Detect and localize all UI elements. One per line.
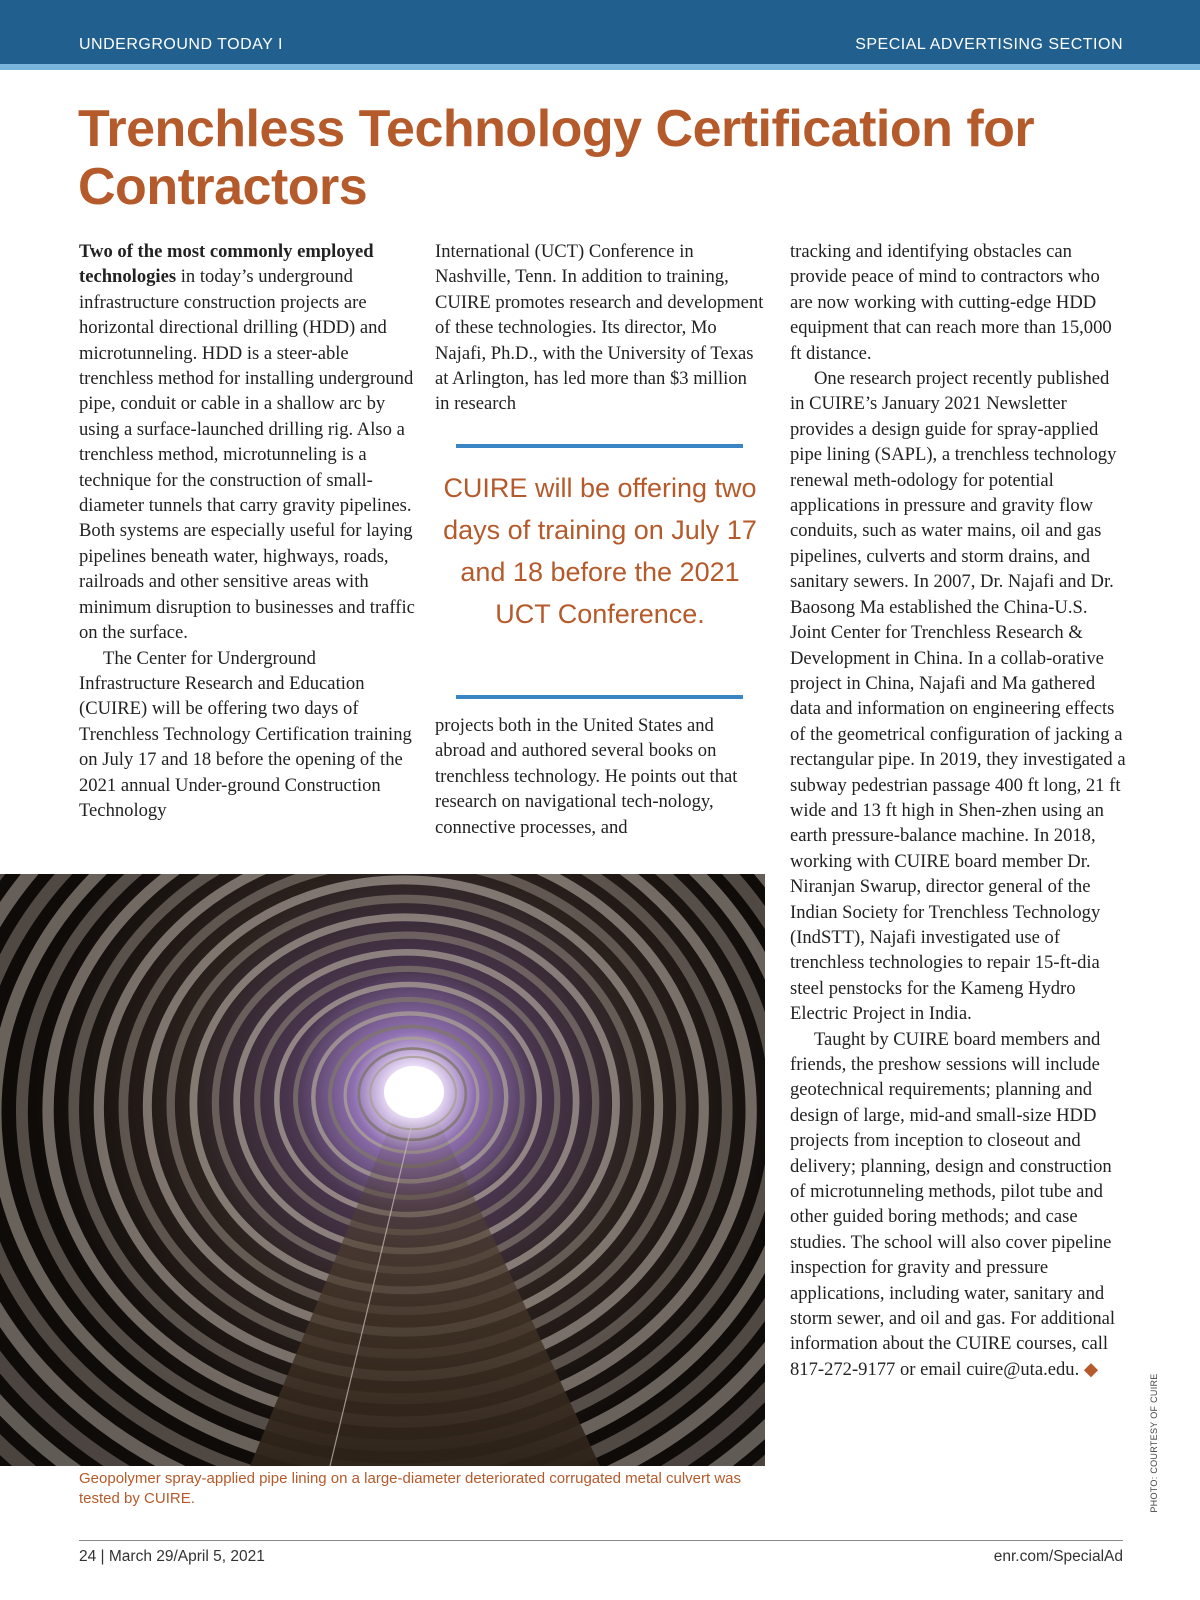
body-column-2-top xyxy=(435,239,765,417)
pull-quote: CUIRE will be offering two days of training on July 17 and 18 before the 2021 UCT Conference. xyxy=(443,473,757,629)
culvert-photo xyxy=(0,874,765,1466)
paragraph-text: in today’s underground infrastructure construction projects are horizontal directional drilling (HDD) and microtunneling. HDD is a steer-able trenchless method for installing underground pipe, conduit or cable in a shallow arc by using a surface-launched drilling rig. Also a trenchless method, microtunneling is a technique for the construction of small-diameter tunnels that carry gravity pipelines. Both systems are especially useful for laying pipelines beneath water, highways, roads, railroads and other sensitive areas with minimum disruption to businesses and traffic on the surface. xyxy=(79,266,415,644)
photo-credit xyxy=(1141,1372,1167,1513)
paragraph-text: Taught by CUIRE board members and friends, the preshow sessions will include geotechnical requirements; planning and design of large, mid-and small-size HDD projects from inception to closeout and delivery; planning, design and construction of microtunneling methods, pilot tube and other guided boring methods; and case studies. The school will also cover pipeline inspection for gravity and pressure applications, including water, sanitary and storm sewer, and oil and gas. For additional information about the CUIRE courses, call 817-272-9177 or email cuire@uta.edu. xyxy=(790,1028,1116,1380)
advertising-section-label: SPECIAL ADVERTISING SECTION xyxy=(855,36,1123,53)
paragraph: One research project recently published in CUIRE’s January 2021 Newsletter provides a design guide for spray-applied pipe lining (SAPL), a trenchless technology renewal meth-odology for potential applications in pressure and gravity flow conduits, such as water mains, oil and gas pipelines, culverts and storm drains, and sanitary sewers. In 2007, Dr. Najafi and Dr. Baosong Ma established the China-U.S. Joint Center for Trenchless Research & Development in China. In a collab-orative project in China, Najafi and Ma gathered data and information on engineering effects of the geometrical configuration of jacking a rectangular pipe. In 2019, they investigated a subway pedestrian passage 400 ft long, 21 ft wide and 13 ft high in Shen-zhen using an earth pressure-balance machine. In 2018, working with CUIRE board member Dr. Niranjan Swarup, director general of the Indian Society for Trenchless Technology (IndSTT), Najafi investigated use of trenchless technologies to repair 15-ft-dia steel penstocks for the Kameng Hydro Electric Project in India. xyxy=(790,368,1126,1025)
lead-in: Two of the most commonly employed technologies xyxy=(79,241,374,288)
page-folio: 24 | March 29/April 5, 2021 xyxy=(79,1548,265,1565)
pullquote-top-rule xyxy=(456,444,743,448)
footer-rule xyxy=(79,1540,1123,1541)
body-column-1 xyxy=(79,239,417,823)
header-accent-line xyxy=(0,64,1200,70)
paragraph: International (UCT) Conference in Nashville, Tenn. In addition to training, CUIRE promotes research and development of these technologies. Its director, Mo Najafi, Ph.D., with the University of Texas at Arlington, has led more than $3 million in research xyxy=(435,241,764,415)
paragraph xyxy=(79,239,417,646)
pullquote-bottom-rule xyxy=(456,695,743,699)
paragraph: projects both in the United States and abroad and authored several books on trenchless technology. He points out that research on navigational tech-nology, connective processes, and xyxy=(435,715,738,838)
article-title: Trenchless Technology Certification for Contractors xyxy=(78,100,1035,216)
body-column-2-bottom xyxy=(435,713,765,840)
paragraph: The Center for Underground Infrastructure Research and Education (CUIRE) will be offering two days of Trenchless Technology Certification training on July 17 and 18 before the opening of the 2021 annual Under-ground Construction Technology xyxy=(79,647,412,821)
header-bar xyxy=(0,0,1200,64)
section-name: UNDERGROUND TODAY I xyxy=(79,36,283,53)
body-column-3 xyxy=(790,239,1126,1382)
end-of-article-mark: ◆ xyxy=(1083,1358,1099,1380)
paragraph: tracking and identifying obstacles can provide peace of mind to contractors who are now working with cutting-edge HDD equipment that can reach more than 15,000 ft distance. xyxy=(790,241,1112,364)
culvert-tunnel-image xyxy=(0,874,765,1466)
paragraph xyxy=(790,1027,1126,1383)
footer-url: enr.com/SpecialAd xyxy=(993,1548,1123,1565)
photo-caption: Geopolymer spray-applied pipe lining on a large-diameter deteriorated corrugated metal culvert was tested by CUIRE. xyxy=(79,1470,742,1507)
photo-credit-text: PHOTO: COURTESY OF CUIRE xyxy=(1149,1372,1159,1513)
